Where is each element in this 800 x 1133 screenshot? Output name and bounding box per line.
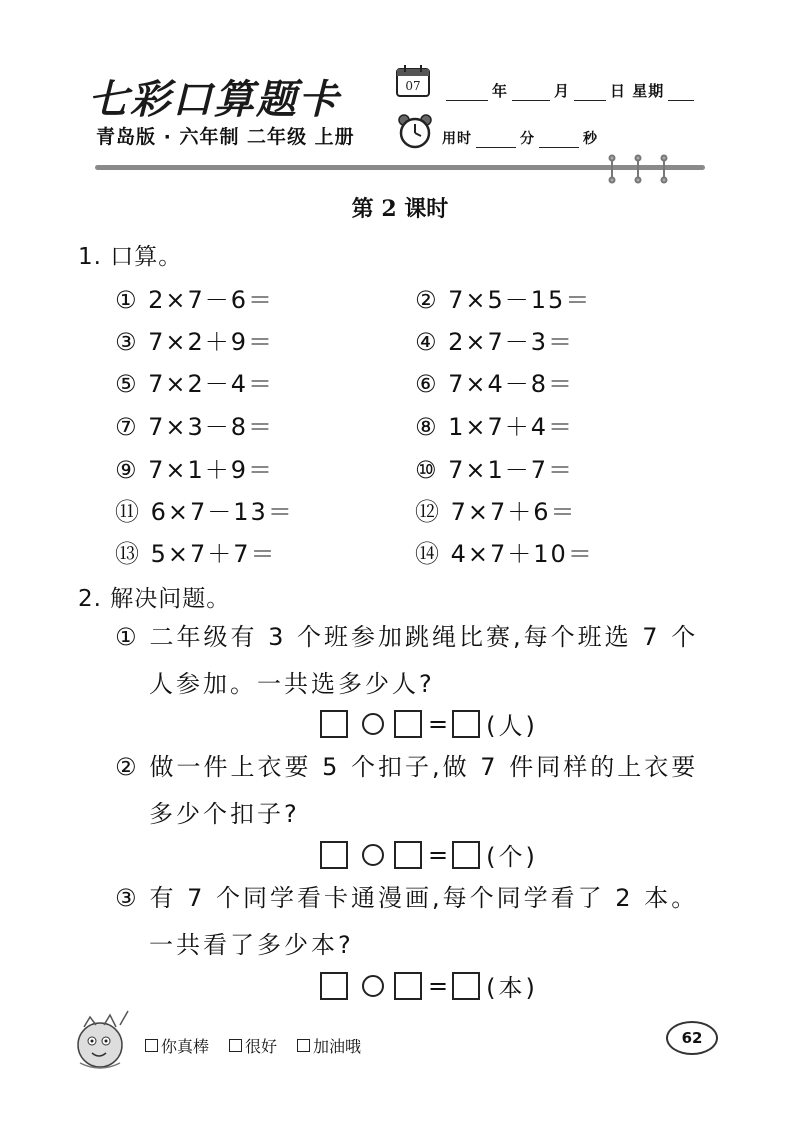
- operator-circle[interactable]: [362, 844, 384, 866]
- year-label: 年: [492, 82, 509, 100]
- equals-sign: =: [428, 971, 449, 1000]
- section2-title: 2. 解决问题。: [78, 586, 231, 612]
- self-rating: [145, 1034, 361, 1057]
- checkbox[interactable]: [145, 1039, 158, 1052]
- problem-14: ⑭ 4×7＋10＝: [415, 540, 594, 568]
- question-3-line2: 一共看了多少本?: [149, 931, 354, 959]
- alarm-clock-icon: [396, 112, 434, 150]
- lesson-title: 第 2 课时: [351, 196, 449, 222]
- problem-10: ⑩ 7×1－7＝: [415, 456, 575, 484]
- rating-option-keep-going[interactable]: [297, 1034, 361, 1057]
- calendar-day: 07: [405, 79, 421, 93]
- unit-label: (人): [486, 712, 538, 740]
- operand-box[interactable]: [394, 972, 422, 1000]
- year-blank[interactable]: [446, 86, 488, 101]
- month-blank[interactable]: [512, 86, 550, 101]
- second-blank[interactable]: [539, 133, 579, 148]
- result-box[interactable]: [452, 841, 480, 869]
- rating-option-good[interactable]: [229, 1034, 277, 1057]
- unit-label: (个): [486, 843, 538, 871]
- problem-13: ⑬ 5×7＋7＝: [115, 540, 277, 568]
- question-1-line2: 人参加。一共选多少人?: [149, 670, 435, 698]
- time-fields: [442, 128, 598, 148]
- month-label: 月: [554, 82, 571, 100]
- problem-4: ④ 2×7－3＝: [415, 328, 575, 356]
- calendar-icon: [395, 64, 431, 98]
- problem-2: ② 7×5－15＝: [415, 286, 592, 314]
- question-2-line2: 多少个扣子?: [149, 800, 300, 828]
- operand-box[interactable]: [394, 710, 422, 738]
- mascot-icon: [70, 1005, 135, 1073]
- operand-box[interactable]: [394, 841, 422, 869]
- question-3-number: ③: [115, 884, 140, 912]
- problem-1: ① 2×7－6＝: [115, 286, 275, 314]
- operand-box[interactable]: [320, 710, 348, 738]
- minute-label: 分: [520, 131, 535, 147]
- question-1-number: ①: [115, 623, 140, 651]
- equals-sign: =: [428, 840, 449, 869]
- operand-box[interactable]: [320, 972, 348, 1000]
- equals-sign: =: [428, 709, 449, 738]
- time-label: 用时: [442, 131, 472, 147]
- question-3: [115, 875, 735, 969]
- operand-box[interactable]: [320, 841, 348, 869]
- problem-11: ⑪ 6×7－13＝: [115, 498, 294, 526]
- operator-circle[interactable]: [362, 975, 384, 997]
- weekday-blank[interactable]: [668, 86, 694, 101]
- result-box[interactable]: [452, 972, 480, 1000]
- unit-label: (本): [486, 974, 538, 1002]
- brand-title: 七彩口算题卡: [88, 76, 340, 123]
- question-3-line1: 有 7 个同学看卡通漫画,每个同学看了 2 本。: [149, 884, 699, 912]
- rating-option-great[interactable]: [145, 1034, 209, 1057]
- second-label: 秒: [583, 131, 598, 147]
- question-1-line1: 二年级有 3 个班参加跳绳比赛,每个班选 7 个: [149, 623, 699, 651]
- problem-3: ③ 7×2＋9＝: [115, 328, 275, 356]
- rating-label: 加油哦: [313, 1037, 362, 1056]
- question-1: [115, 614, 735, 708]
- answer-equation-1: [320, 706, 538, 741]
- day-blank[interactable]: [574, 86, 606, 101]
- date-fields: [442, 80, 698, 101]
- rating-label: 你真棒: [161, 1037, 210, 1056]
- problem-7: ⑦ 7×3－8＝: [115, 413, 275, 441]
- question-2-line1: 做一件上衣要 5 个扣子,做 7 件同样的上衣要: [149, 753, 699, 781]
- weekday-label: 星期: [632, 82, 665, 100]
- result-box[interactable]: [452, 710, 480, 738]
- problem-12: ⑫ 7×7＋6＝: [415, 498, 577, 526]
- problem-5: ⑤ 7×2－4＝: [115, 370, 275, 398]
- answer-equation-2: [320, 837, 538, 872]
- checkbox[interactable]: [297, 1039, 310, 1052]
- problem-8: ⑧ 1×7＋4＝: [415, 413, 575, 441]
- question-2: [115, 744, 735, 838]
- page-number: 62: [666, 1021, 718, 1055]
- rating-label: 很好: [245, 1037, 278, 1056]
- checkbox[interactable]: [229, 1039, 242, 1052]
- answer-equation-3: [320, 968, 538, 1003]
- day-label: 日: [610, 82, 627, 100]
- section1-title: 1. 口算。: [78, 244, 183, 270]
- question-2-number: ②: [115, 753, 140, 781]
- edition-label: 青岛版 · 六年制 二年级 上册: [96, 126, 355, 148]
- ring-binder-icon: [600, 154, 680, 184]
- operator-circle[interactable]: [362, 713, 384, 735]
- minute-blank[interactable]: [476, 133, 516, 148]
- problem-9: ⑨ 7×1＋9＝: [115, 456, 275, 484]
- problem-6: ⑥ 7×4－8＝: [415, 370, 575, 398]
